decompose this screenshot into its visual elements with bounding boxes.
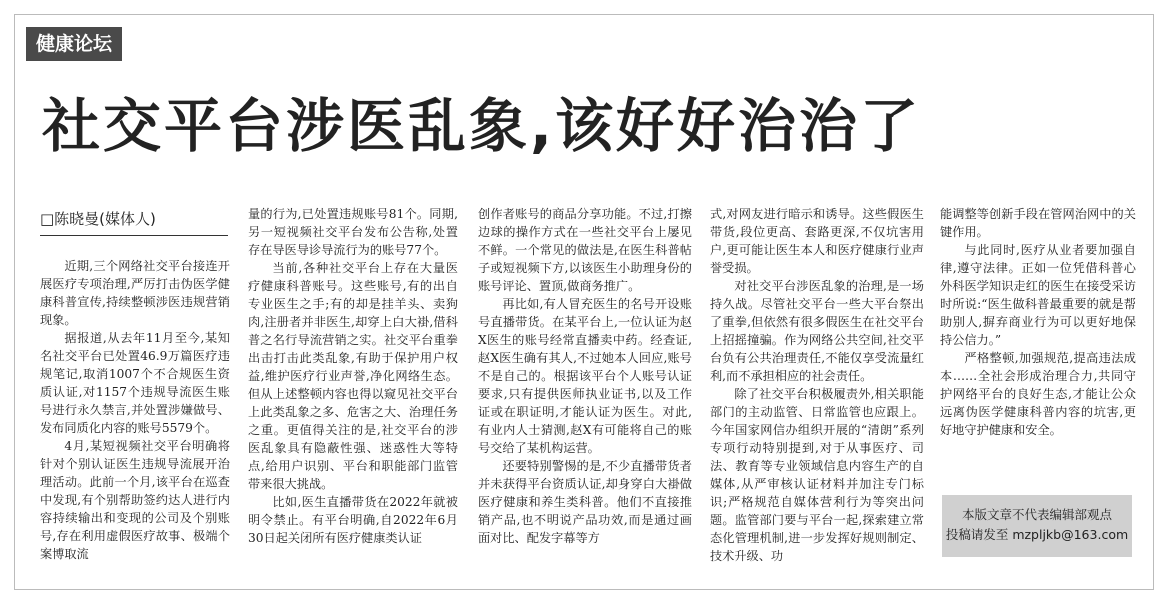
paragraph: 4月,某短视频社交平台明确将针对个别认证医生违规导流展开治理活动。此前一个月,该平台在巡查中发现,有个别帮助签约达人进行内容持续输出和变现的公司及个别账号,存在利用虚假医疗故事、极端个案博取流 — [40, 439, 230, 561]
paragraph: 与此同时,医疗从业者要加强自律,遵守法律。正如一位凭借科普心外科医学知识走红的医生在接受采访时所说:“医生做科普最重要的就是帮助别人,摒弃商业行为可以更好地保持公信力。” — [940, 243, 1136, 347]
section-tag: 健康论坛 — [26, 27, 122, 61]
article-column-3 — [478, 205, 692, 575]
paragraph: 能调整等创新手段在管网治网中的关键作用。 — [940, 207, 1136, 239]
paragraph: 再比如,有人冒充医生的名号开设账号直播带货。在某平台上,一位认证为赵X医生的账号经常直播卖中药。经查证,赵X医生确有其人,不过她本人回应,账号不是自己的。根据该平台个人账号认证要求,只有提供医师执业证书,以及工作证或在职证明,才能认证为医生。对此,有业内人士猜测,赵X有可能将自己的账号交给了某机构运营。 — [478, 297, 692, 455]
paragraph: 对社交平台涉医乱象的治理,是一场持久战。尽管社交平台一些大平台祭出了重拳,但依然有很多假医生在社交平台上招摇撞骗。作为网络公共空间,社交平台负有公共治理责任,不能仅享受流量红利,而不承担相应的社会责任。 — [710, 279, 924, 383]
paragraph: 量的行为,已处置违规账号81个。同期,另一短视频社交平台发布公告称,处置存在导医导诊导流行为的账号77个。 — [248, 207, 458, 257]
paragraph: 严格整顿,加强规范,提高违法成本……全社会形成治理合力,共同守护网络平台的良好生态,才能让公众远离伪医学健康科普内容的坑害,更好地守护健康和安全。 — [940, 351, 1136, 437]
headline: 社交平台涉医乱象,该好好治治了 — [42, 92, 922, 160]
paragraph: 当前,各种社交平台上存在大量医疗健康科普账号。这些账号,有的出自专业医生之手;有的却是挂羊头、卖狗肉,注册者并非医生,却穿上白大褂,借科普之名行导流营销之实。社交平台重拳出击打击此类乱象,有助于保护用户权益,维护医疗行业声誉,净化网络生态。但从上述整顿内容也得以窥见社交平台上此类乱象之多、危害之大、治理任务之重。更值得关注的是,社交平台的涉医乱象具有隐蔽性强、迷惑性大等特点,给用户识别、平台和职能部门监管带来很大挑战。 — [248, 261, 458, 491]
article-column-5 — [940, 205, 1136, 475]
notice-disclaimer: 本版文章不代表编辑部观点 — [961, 507, 1112, 522]
article-column-2 — [248, 205, 458, 575]
notice-submission-email: 投稿请发至 mzpljkb@163.com — [945, 527, 1129, 542]
editorial-notice — [942, 495, 1132, 557]
paragraph: 还要特别警惕的是,不少直播带货者并未获得平台资质认证,却身穿白大褂做医疗健康和养生类科普。他们不直接推销产品,也不明说产品功效,而是通过画面对比、配发字幕等方 — [478, 459, 692, 545]
paragraph: 比如,医生直播带货在2022年就被明令禁止。有平台明确,自2022年6月30日起关闭所有医疗健康类认证 — [248, 495, 458, 545]
paragraph: 式,对网友进行暗示和诱导。这些假医生带货,段位更高、套路更深,不仅坑害用户,更可能让医生本人和医疗健康行业声誉受损。 — [710, 207, 924, 275]
article-column-1 — [40, 257, 230, 575]
paragraph: 近期,三个网络社交平台接连开展医疗专项治理,严厉打击伪医学健康科普宣传,持续整顿涉医违规营销现象。 — [40, 259, 230, 327]
article-column-4 — [710, 205, 924, 575]
paragraph: 创作者账号的商品分享功能。不过,打擦边球的操作方式在一些社交平台上屡见不鲜。一个常见的做法是,在医生科普帖子或短视频下方,以该医生小助理身份的账号评论、置顶,做商务推广。 — [478, 207, 692, 293]
paragraph: 据报道,从去年11月至今,某知名社交平台已处置46.9万篇医疗违规笔记,取消1007个不合规医生资质认证,对1157个违规导流医生账号进行永久禁言,并处置涉嫌做号、发布同质化内容的账号5579个。 — [40, 331, 230, 435]
byline: □陈晓曼(媒体人) — [40, 205, 228, 236]
paragraph: 除了社交平台积极履责外,相关职能部门的主动监管、日常监管也应跟上。今年国家网信办组织开展的“清朗”系列专项行动特别提到,对于从事医疗、司法、教育等专业领域信息内容生产的自媒体,从严审核认证材料并加注专门标识;严格规范自媒体营利行为等突出问题。监管部门要与平台一起,探索建立常态化管理机制,进一步发挥好规则制定、技术升级、功 — [710, 387, 924, 563]
